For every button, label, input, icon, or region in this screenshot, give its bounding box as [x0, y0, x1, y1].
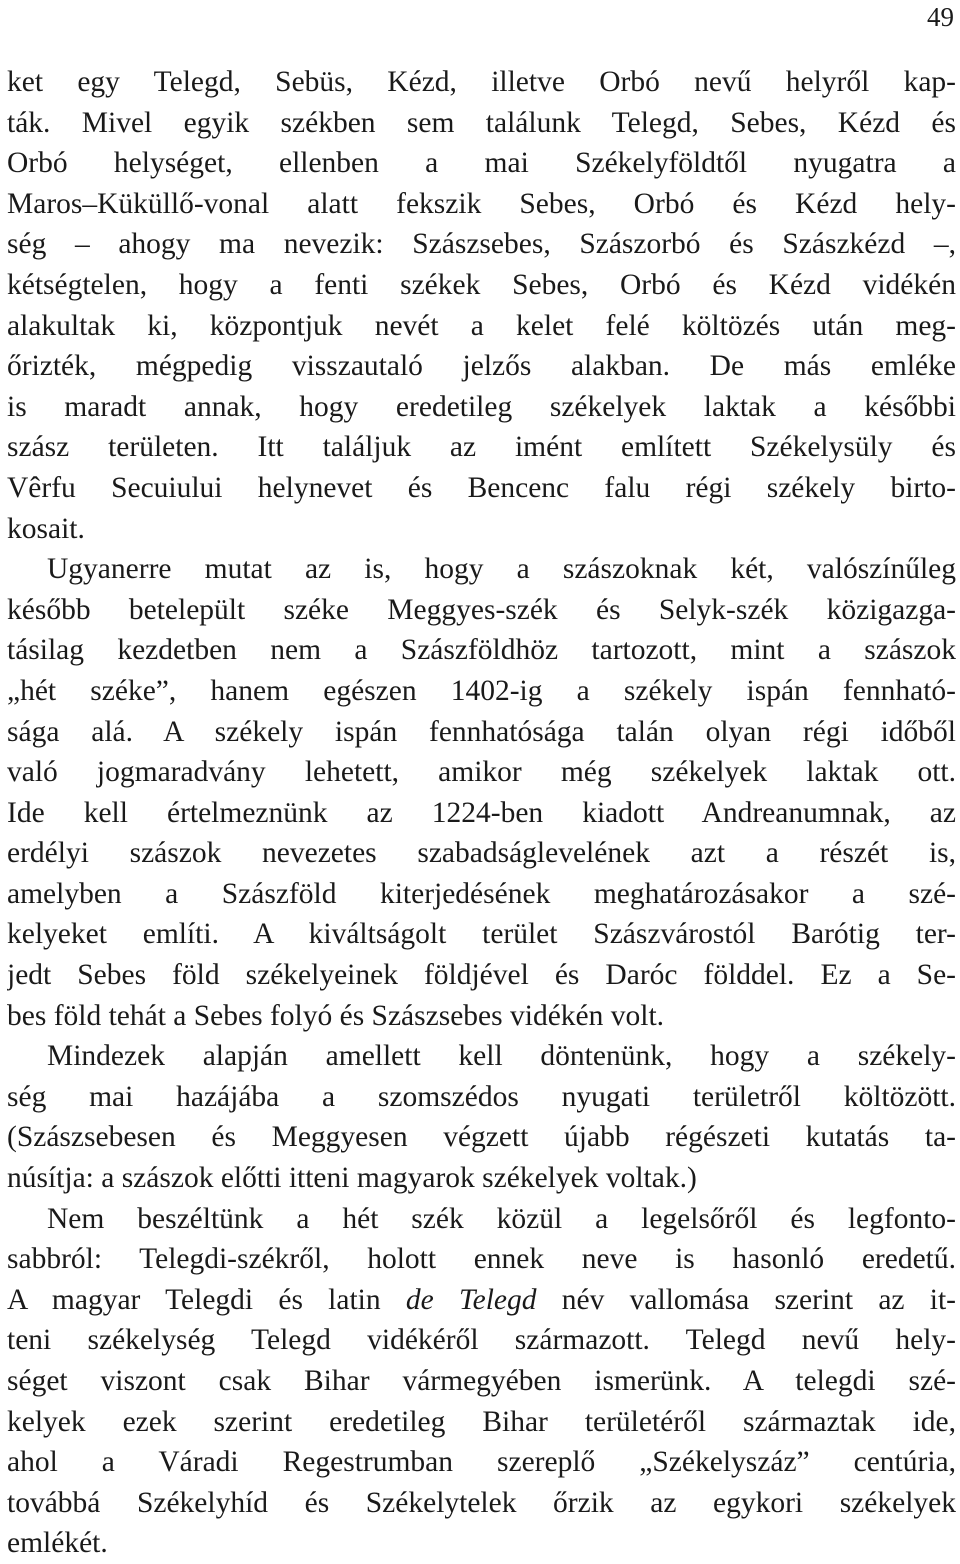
text-line: tásilag kezdetben nem a Szászföldhöz tartozott, mint a szászok	[7, 634, 956, 667]
text-line: ség – ahogy ma nevezik: Szászsebes, Szászorbó és Szászkézd –,	[7, 228, 956, 261]
text-line: „hét széke”, hanem egészen 1402-ig a székely ispán fennható-	[7, 674, 956, 707]
text-line: való jogmaradvány lehetett, amikor még székelyek laktak ott.	[7, 756, 956, 789]
text-line: kelyeket említi. A kiváltságolt terület Szászvárostól Barótig ter-	[7, 918, 956, 951]
paragraph	[7, 62, 956, 549]
text-line: bes föld tehát a Sebes folyó és Szászsebes vidékén volt.	[7, 999, 665, 1032]
text-line: amelyben a Szászföld kiterjedésének meghatározásakor a szé-	[7, 877, 956, 910]
text-line: később betelepült széke Meggyes-szék és Selyk-szék közigazga-	[7, 593, 956, 626]
text-line: teni székelység Telegd vidékéről származott. Telegd nevű hely-	[7, 1324, 956, 1357]
text-line: Nem beszéltünk a hét szék közül a legelsőről és legfonto-	[47, 1202, 956, 1235]
text-line: (Szászsebesen és Meggyesen végzett újabb régészeti kutatás ta-	[7, 1121, 956, 1154]
text-line: ket egy Telegd, Sebüs, Kézd, illetve Orbó nevű helyről kap-	[7, 66, 956, 98]
text-line: kétségtelen, hogy a fenti székek Sebes, Orbó és Kézd vidékén	[7, 268, 956, 301]
text-line: A magyar Telegdi és latin de Telegd név vallomása szerint az it-	[7, 1283, 956, 1316]
text-line: séget viszont csak Bihar vármegyében ismerünk. A telegdi szé-	[7, 1365, 956, 1397]
italic-term: de Telegd	[405, 1283, 537, 1316]
text-line: őrizték, mégpedig visszautaló jelzős alakban. De más emléke	[7, 350, 956, 383]
text-line: emlékét.	[7, 1527, 108, 1560]
paragraph	[7, 549, 956, 1036]
text-line: Vêrfu Secuiului helynevet és Bencenc falu régi székely birto-	[7, 471, 956, 504]
text-line: Maros–Küküllő-vonal alatt fekszik Sebes, Orbó és Kézd hely-	[7, 187, 956, 220]
text-line: is maradt annak, hogy eredetileg székelyek laktak a későbbi	[7, 390, 956, 423]
paragraph	[7, 1036, 956, 1198]
document-body	[7, 62, 956, 1564]
page-number: 49	[927, 2, 954, 32]
text-line: kosait.	[7, 512, 85, 545]
text-line: Mindezek alapján amellett kell döntenünk, hogy a székely-	[47, 1040, 956, 1073]
text-line: ták. Mivel egyik székben sem találunk Telegd, Sebes, Kézd és	[7, 106, 956, 139]
text-line: alakultak ki, központjuk nevét a kelet felé költözés után meg-	[7, 309, 956, 342]
paragraph	[7, 1199, 956, 1564]
text-line: továbbá Székelyhíd és Székelytelek őrzik az egykori székelyek	[7, 1486, 956, 1519]
text-line: sabbról: Telegdi-székről, holott ennek neve is hasonló eredetű.	[7, 1243, 956, 1276]
text-line: ség mai hazájába a szomszédos nyugati területről költözött.	[7, 1080, 956, 1113]
text-line: sága alá. A székely ispán fennhatósága talán olyan régi időből	[7, 715, 956, 748]
text-line: erdélyi szászok nevezetes szabadságlevelének azt a részét is,	[7, 837, 956, 870]
text-line: Orbó helységet, ellenben a mai Székelyföldtől nyugatra a	[7, 147, 956, 180]
text-line: kelyek ezek szerint eredetileg Bihar területéről származtak ide,	[7, 1405, 956, 1438]
text-line: Ugyanerre mutat az is, hogy a szászoknak két, valószínűleg	[47, 553, 956, 586]
text-line: Ide kell értelmeznünk az 1224-ben kiadott Andreanumnak, az	[7, 796, 956, 829]
text-line: núsítja: a szászok előtti itteni magyarok székelyek voltak.)	[7, 1162, 697, 1195]
text-line: jedt Sebes föld székelyeinek földjével és Daróc földdel. Ez a Se-	[7, 959, 956, 992]
text-line: ahol a Váradi Regestrumban szereplő „Székelyszáz” centúria,	[7, 1446, 956, 1479]
text-line: szász területen. Itt találjuk az imént említett Székelysüly és	[7, 431, 956, 464]
